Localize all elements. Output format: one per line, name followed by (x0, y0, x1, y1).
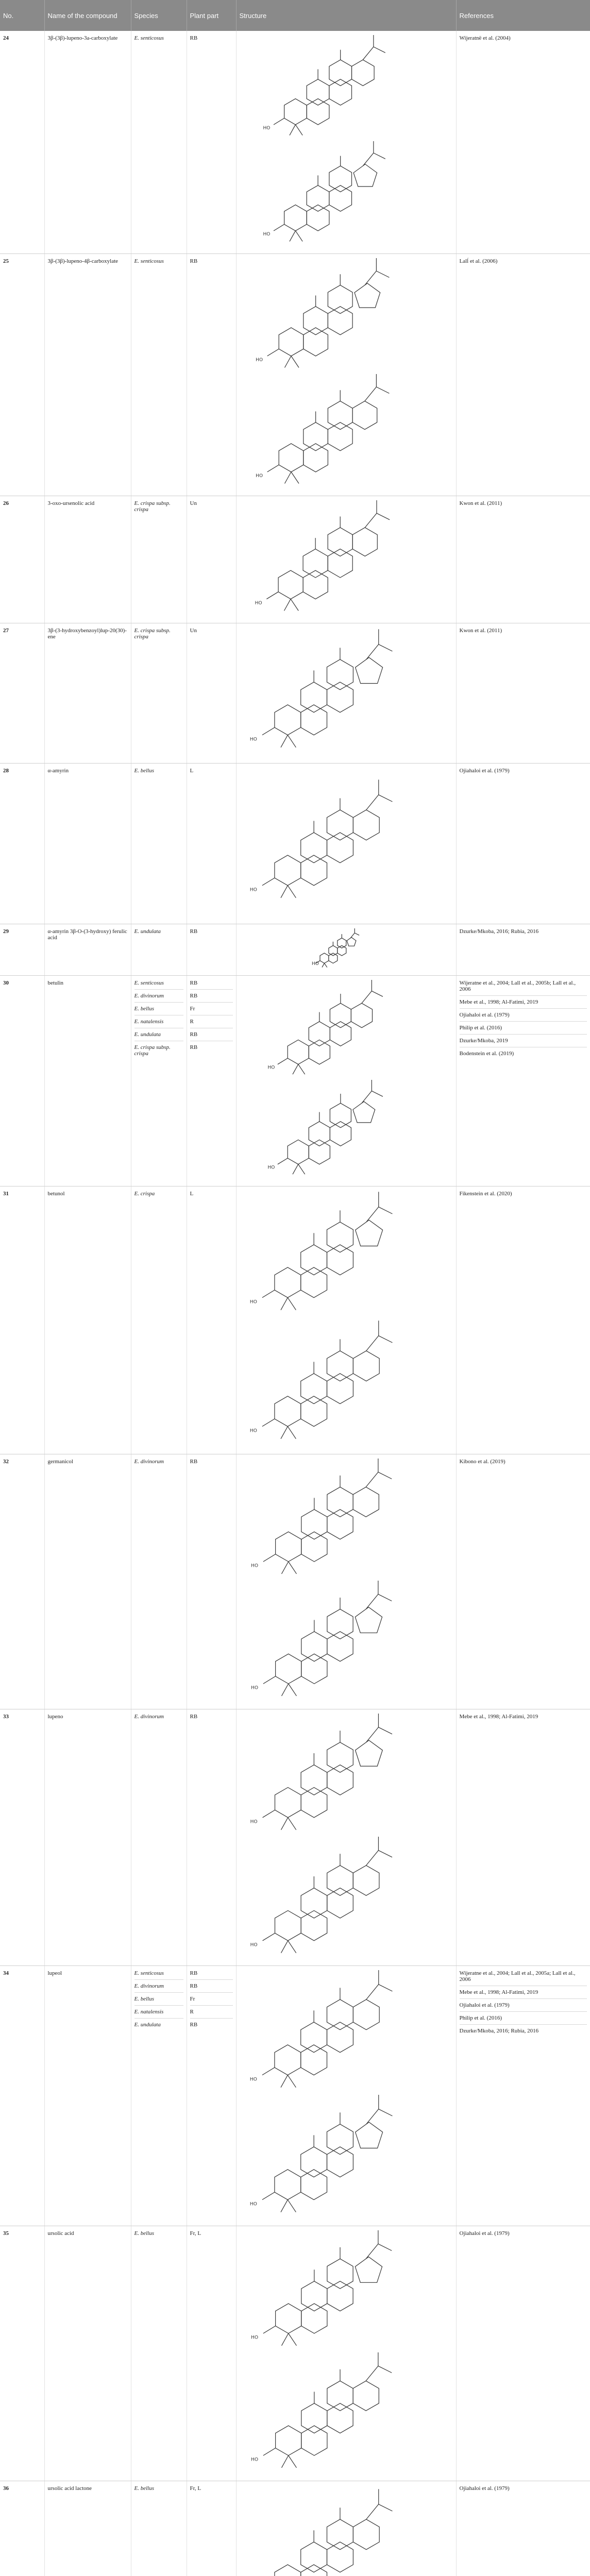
compound-number: 25 (0, 253, 44, 496)
structure-cell (236, 253, 456, 496)
table-row (0, 1709, 590, 1965)
reference-text: Wijeratnë et al. (2004) (459, 35, 511, 41)
species-name: E. natalensis (134, 2005, 183, 2015)
compound-name: lupeol (44, 1965, 131, 2226)
references-cell (456, 253, 590, 496)
references-cell (456, 763, 590, 924)
compound-name: germanicol (44, 1454, 131, 1709)
plant-part-cell (187, 1454, 236, 1709)
plant-part: RB (190, 1041, 233, 1050)
species-name: E. bellus (134, 2230, 154, 2236)
compound-number: 34 (0, 1965, 44, 2226)
reference-text: Dzurke/Mkoba, 2016; Rubia, 2016 (460, 2024, 587, 2034)
compound-number: 35 (0, 2226, 44, 2481)
plant-part: RB (190, 1979, 233, 1989)
compound-name: ursolic acid lactone (44, 2481, 131, 2576)
plant-part-cell (187, 253, 236, 496)
species-cell (131, 31, 187, 253)
compound-number: 36 (0, 2481, 44, 2576)
plant-part-cell (187, 1965, 236, 2226)
structure-cell (236, 2226, 456, 2481)
species-cell (131, 763, 187, 924)
references-cell (456, 1709, 590, 1965)
table-row (0, 1186, 590, 1454)
structure-drawing (240, 141, 446, 247)
references-cell (456, 924, 590, 975)
structure-atom-label: HO (311, 961, 319, 967)
structure-atom-label: HO (249, 1299, 257, 1304)
species-name: E. natalensis (134, 1015, 183, 1025)
plant-part-cell (187, 1709, 236, 1965)
reference-text: Philip et al. (2016) (460, 2011, 587, 2021)
species-name: E. bellus (134, 1002, 183, 1012)
species-cell (131, 2226, 187, 2481)
compound-number: 30 (0, 975, 44, 1186)
table-header-row (0, 0, 590, 31)
structure-cell (236, 1454, 456, 1709)
plant-part-cell (187, 31, 236, 253)
compound-name: 3β-(3β)-lupeno-3a-carboxylate (44, 31, 131, 253)
species-name: E. senticosus (134, 258, 164, 264)
references-cell (456, 1454, 590, 1709)
structure-drawing (240, 1837, 446, 1960)
species-name: E. undulata (134, 928, 161, 935)
reference-text: Wijeratne et al., 2004; Lall et al., 2005a; Lall et al., 2006 (459, 1970, 576, 1982)
plant-part: RB (190, 1970, 198, 1976)
plant-part-cell (187, 975, 236, 1186)
species-name: E. undulata (134, 2018, 183, 2028)
structure-drawing (240, 258, 446, 374)
structure-drawing (240, 374, 446, 490)
header-plant-part: Plant part (187, 0, 236, 31)
references-cell (456, 2226, 590, 2481)
structure-atom-label: HO (255, 600, 262, 606)
plant-part-cell (187, 924, 236, 975)
references-cell (456, 31, 590, 253)
species-name: E. divinorum (134, 1713, 164, 1720)
references-cell (456, 2481, 590, 2576)
header-structure: Structure (236, 0, 456, 31)
species-cell (131, 623, 187, 763)
species-name: E. bellus (134, 1992, 183, 2002)
structure-cell (236, 31, 456, 253)
compound-name: 3β-(3-hydroxybenzoyl)lup-20(30)-ene (44, 623, 131, 763)
compound-number: 28 (0, 763, 44, 924)
table-row (0, 2481, 590, 2576)
table-row (0, 31, 590, 253)
structure-drawing (240, 2230, 446, 2352)
structure-drawing (240, 1714, 446, 1837)
table-row (0, 924, 590, 975)
species-cell (131, 1709, 187, 1965)
plant-part: RB (190, 979, 198, 986)
header-references: References (456, 0, 590, 31)
structure-drawing (240, 1581, 446, 1703)
references-cell (456, 1965, 590, 2226)
plant-part: L (190, 1190, 194, 1197)
plant-part: Fr, L (190, 2230, 201, 2236)
structure-cell (236, 496, 456, 623)
species-name: E. divinorum (134, 1458, 164, 1465)
species-cell (131, 975, 187, 1186)
structure-atom-label: HO (267, 1064, 275, 1070)
reference-text: Ojiahaloi et al. (1979) (460, 1008, 587, 1018)
reference-text: Fikenstein et al. (2020) (459, 1190, 512, 1197)
structure-atom-label: HO (250, 1685, 258, 1691)
plant-part: Fr, L (190, 2485, 201, 2492)
plant-part-cell (187, 763, 236, 924)
structure-drawing (240, 2485, 446, 2576)
references-cell (456, 1186, 590, 1454)
plant-part: Un (190, 500, 197, 506)
species-name: E. senticosus (134, 1970, 164, 1976)
structure-drawing (240, 980, 446, 1080)
structure-drawing (240, 1080, 446, 1180)
reference-text: Mebe et al., 1998; Al-Fatimi, 2019 (459, 1713, 538, 1720)
species-name: E. undulata (134, 1028, 183, 1038)
reference-text: Ojiahaloi et al. (1979) (459, 767, 510, 774)
reference-text: Philip et al. (2016) (460, 1021, 587, 1031)
table-row (0, 1454, 590, 1709)
plant-part: R (190, 1015, 233, 1025)
structure-drawing (240, 500, 446, 617)
structure-atom-label: HO (262, 126, 270, 131)
reference-text: Mebe et al., 1998; Al-Fatimi, 2019 (460, 1986, 587, 1995)
species-cell (131, 1186, 187, 1454)
compound-number: 31 (0, 1186, 44, 1454)
reference-text: Dzurke/Mkoba, 2019 (460, 1034, 587, 1044)
structure-drawing (240, 35, 446, 141)
plant-part: Un (190, 627, 197, 634)
structure-atom-label: HO (262, 232, 270, 238)
table-row (0, 496, 590, 623)
reference-text: Dzurke/Mkoba, 2016; Rubia, 2016 (459, 928, 539, 935)
species-name: E. bellus (134, 2485, 154, 2492)
table-body (0, 31, 590, 2576)
plant-part-cell (187, 496, 236, 623)
plant-part: RB (190, 1028, 233, 1038)
structure-atom-label: HO (267, 1164, 275, 1170)
structure-atom-label: HO (250, 1942, 258, 1947)
structure-cell (236, 1186, 456, 1454)
structure-drawing (240, 928, 446, 970)
species-name: E. crispa subsp. crispa (134, 627, 171, 640)
structure-atom-label: HO (250, 2335, 258, 2341)
structure-atom-label: HO (249, 887, 257, 892)
reference-text: Lalĺ et al. (2006) (459, 258, 498, 264)
species-name: E. crispa subsp. crispa (134, 1041, 183, 1057)
reference-text: Ojiahaloi et al. (1979) (460, 1998, 587, 2008)
species-name: E. crispa (134, 1190, 155, 1197)
structure-cell (236, 1965, 456, 2226)
plant-part-cell (187, 1186, 236, 1454)
header-name: Name of the compound (44, 0, 131, 31)
plant-part: RB (190, 2018, 233, 2028)
species-name: E. bellus (134, 767, 154, 774)
table-row (0, 763, 590, 924)
plant-part: RB (190, 1458, 198, 1465)
plant-part: RB (190, 35, 198, 41)
structure-drawing (240, 1459, 446, 1581)
header-no: No. (0, 0, 44, 31)
compound-name: α-amyrin (44, 763, 131, 924)
compound-number: 29 (0, 924, 44, 975)
plant-part-cell (187, 623, 236, 763)
structure-atom-label: HO (255, 473, 263, 479)
species-cell (131, 924, 187, 975)
reference-text: Ojiahaloi et al. (1979) (459, 2485, 510, 2492)
species-name: E. senticosus (134, 979, 164, 986)
table-row (0, 1965, 590, 2226)
structure-drawing (240, 1319, 446, 1448)
plant-part: Fr (190, 1002, 233, 1012)
reference-text: Wijeratne et al., 2004; Lall et al., 2005b; Lall et al., 2006 (459, 979, 576, 992)
compound-number: 24 (0, 31, 44, 253)
species-cell (131, 1965, 187, 2226)
compound-name: ursolic acid (44, 2226, 131, 2481)
reference-text: Kibono et al. (2019) (459, 1458, 505, 1465)
references-cell (456, 496, 590, 623)
compound-name: α-amyrin 3β-O-(3-hydroxy) ferulic acid (44, 924, 131, 975)
plant-part: RB (190, 258, 198, 264)
plant-part: R (190, 2005, 233, 2015)
species-name: E. crispa subsp. crispa (134, 500, 171, 513)
plant-part-cell (187, 2481, 236, 2576)
compound-number: 27 (0, 623, 44, 763)
compound-name: 3-oxo-ursenolic acid (44, 496, 131, 623)
table-row (0, 2226, 590, 2481)
structure-atom-label: HO (250, 2457, 258, 2463)
species-cell (131, 496, 187, 623)
structure-drawing (240, 2095, 446, 2219)
structure-cell (236, 975, 456, 1186)
compound-name: betulin (44, 975, 131, 1186)
structure-cell (236, 2481, 456, 2576)
structure-drawing (240, 628, 446, 757)
species-name: E. divinorum (134, 1979, 183, 1989)
plant-part: L (190, 767, 194, 774)
reference-text: Ojiahaloi et al. (1979) (459, 2230, 510, 2236)
structure-atom-label: HO (249, 2201, 257, 2207)
table-row (0, 253, 590, 496)
species-name: E. senticosus (134, 35, 164, 41)
structure-cell (236, 763, 456, 924)
table-row (0, 623, 590, 763)
reference-text: Kwon et al. (2011) (459, 500, 502, 506)
species-cell (131, 2481, 187, 2576)
plant-part: Fr (190, 1992, 233, 2002)
species-cell (131, 253, 187, 496)
references-cell (456, 623, 590, 763)
compound-name: betunol (44, 1186, 131, 1454)
structure-atom-label: HO (249, 2076, 257, 2082)
compound-name: lupeno (44, 1709, 131, 1965)
structure-atom-label: HO (250, 1819, 258, 1824)
compound-number: 32 (0, 1454, 44, 1709)
compound-number: 26 (0, 496, 44, 623)
structure-cell (236, 623, 456, 763)
compound-name: 3β-(3β)-lupeno-4β-carboxylate (44, 253, 131, 496)
species-cell (131, 1454, 187, 1709)
structure-cell (236, 1709, 456, 1965)
plant-part: RB (190, 989, 233, 999)
structure-drawing (240, 1970, 446, 2095)
reference-text: Mebe et al., 1998; Al-Fatimi, 2019 (460, 995, 587, 1005)
reference-text: Bodenstein et al. (2019) (460, 1047, 587, 1057)
plant-part: RB (190, 1713, 198, 1720)
structure-drawing (240, 2352, 446, 2475)
species-name: E. divinorum (134, 989, 183, 999)
structure-drawing (240, 768, 446, 918)
header-species: Species (131, 0, 187, 31)
reference-text: Kwon et al. (2011) (459, 627, 502, 634)
plant-part: RB (190, 928, 198, 935)
structure-drawing (240, 1191, 446, 1319)
compound-number: 33 (0, 1709, 44, 1965)
structure-atom-label: HO (255, 357, 263, 363)
structure-atom-label: HO (249, 1428, 257, 1433)
structure-atom-label: HO (250, 1563, 258, 1569)
plant-part-cell (187, 2226, 236, 2481)
structure-atom-label: HO (249, 736, 257, 742)
references-cell (456, 975, 590, 1186)
table-row (0, 975, 590, 1186)
structure-cell (236, 924, 456, 975)
